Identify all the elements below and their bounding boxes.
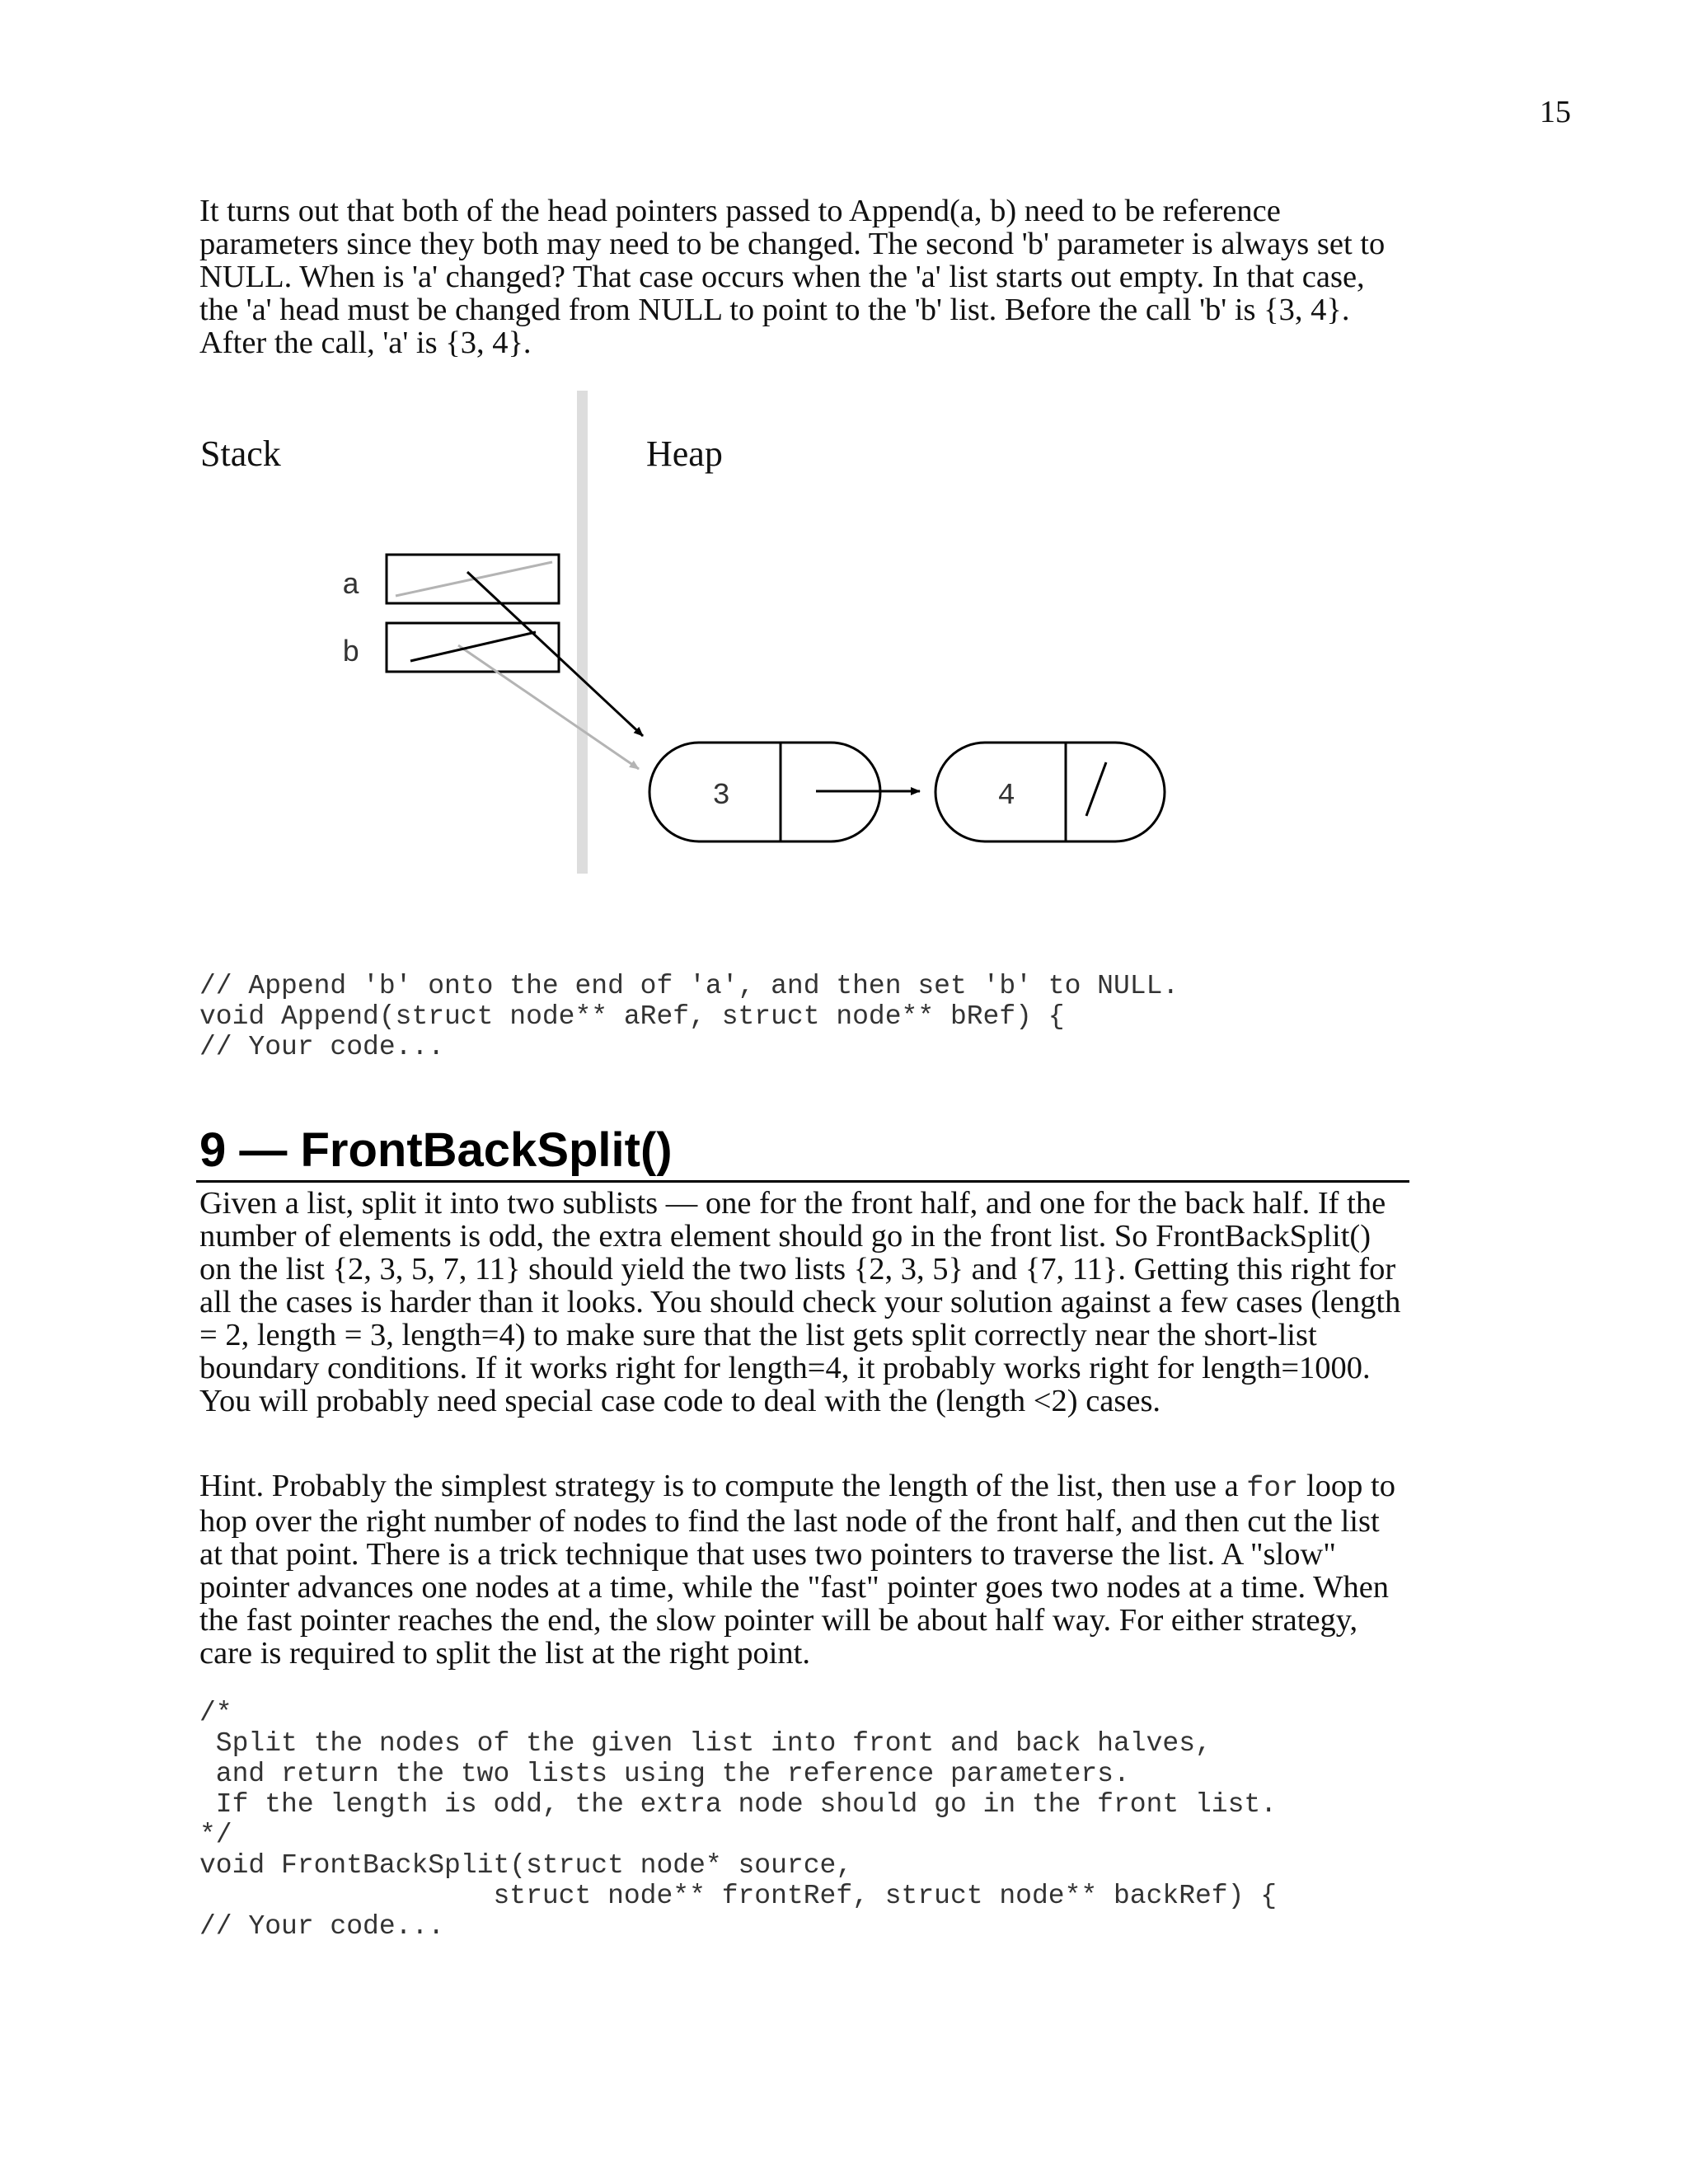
heading-rule [196, 1180, 1409, 1183]
hint-keyword: for [1246, 1472, 1299, 1505]
hint-text-after: loop to hop over the right number of nodes to find the last node of the front half, and then cut the list at that point. There is a trick technique that uses two pointers to traverse the list. A "slow" pointer advances one nodes at a time, while the "fast" pointer goes two nodes at a time. When the fast pointer reaches the end, the slow pointer will be about half way. For either strategy, care is required to split the list at the right point. [199, 1469, 1395, 1671]
intro-paragraph: It turns out that both of the head pointers passed to Append(a, b) need to be reference parameters since they both may need to be changed. The second 'b' parameter is always set to NULL. When is 'a' changed? That case occurs when the 'a' list starts out empty. In that case, the 'a' head must be changed from NULL to point to the 'b' list. Before the call 'b' is {3, 4}. After the call, 'a' is {3, 4}. [199, 194, 1386, 360]
list-node-2 [935, 743, 1165, 841]
variable-b-label: b [342, 636, 360, 670]
heap-label: Heap [646, 434, 723, 474]
frontbacksplit-code-block: /* Split the nodes of the given list into front and back halves, and return the two lists using the reference parameters. If the length is odd, the extra node should go in the front list. */ void FrontBackSplit(struct node* source, struct node** frontRef, struct node** backRef) { // Your code... [199, 1698, 1278, 1942]
section-heading: 9 — FrontBackSplit() [199, 1123, 673, 1177]
stack-label: Stack [200, 434, 281, 474]
stack-heap-diagram [0, 379, 1688, 890]
hint-text-before: Hint. Probably the simplest strategy is to compute the length of the list, then use a [199, 1469, 1247, 1503]
append-code-block: // Append 'b' onto the end of 'a', and then set 'b' to NULL. void Append(struct node** aRef, struct node** bRef) { // Your code... [199, 971, 1179, 1062]
page-number: 15 [1540, 95, 1571, 129]
node-2-value: 4 [997, 779, 1015, 813]
stack-heap-divider [577, 391, 588, 874]
hint-paragraph [199, 1469, 1403, 1670]
section-paragraph-1: Given a list, split it into two sublists — one for the front half, and one for the back half. If the number of elements is odd, the extra element should go in the front list. So FrontBackSplit() on the list {2, 3, 5, 7, 11} should yield the two lists {2, 3, 5} and {7, 11}. Getting this right for all the cases is harder than it looks. You should check your solution against a few cases (length = 2, length = 3, length=4) to make sure that the list gets split correctly near the short-list boundary conditions. If it works right for length=4, it probably works right for length=1000. You will probably need special case code to deal with the (length <2) cases. [199, 1186, 1401, 1418]
variable-a-label: a [342, 569, 360, 602]
node-1-value: 3 [712, 779, 730, 813]
